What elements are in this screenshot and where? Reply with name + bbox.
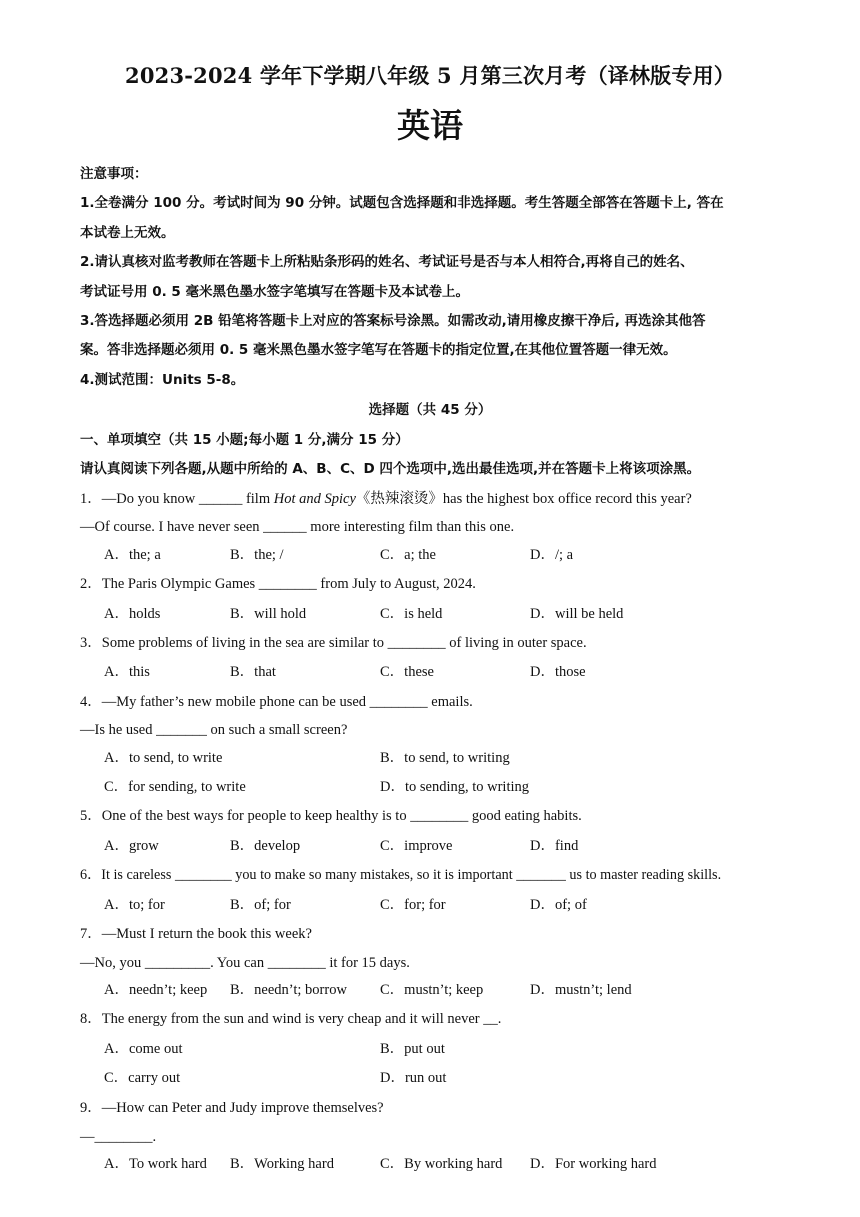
question-7: 7．—Must I return the book this week?: [80, 926, 312, 942]
q4-option-b: B．to send, to writing: [380, 750, 510, 766]
question-9: 9．—How can Peter and Judy improve themselves?: [80, 1100, 384, 1116]
q8-option-c: C．carry out: [104, 1070, 181, 1086]
q7-option-c: C．mustn’t; keep: [380, 982, 484, 998]
q6-option-c: C．for; for: [380, 897, 446, 913]
q3-option-d: D．those: [530, 664, 586, 680]
notes-heading: 注意事项：: [80, 166, 148, 182]
q6-option-b: B．of; for: [230, 897, 291, 913]
question-1-film-title: Hot and Spicy: [273, 491, 356, 507]
q6-option-d: D．of; of: [530, 897, 587, 913]
note-4: 4.测试范围：Units 5-8。: [80, 372, 245, 388]
question-1-reply: —Of course. I have never seen ______ more interesting film than this one.: [80, 519, 515, 535]
note-3b: 案。答非选择题必须用 0. 5 毫米黑色墨水签字笔写在答题卡的指定位置,在其他位置答题一律无效。: [80, 342, 677, 358]
q3-option-a: A．this: [104, 664, 150, 680]
question-4-reply: —Is he used _______ on such a small screen?: [80, 722, 348, 738]
question-7-reply: —No, you _________. You can ________ it for 15 days.: [80, 955, 410, 971]
question-2: 2．The Paris Olympic Games ________ from July to August, 2024.: [80, 576, 476, 592]
q5-option-a: A．grow: [104, 838, 159, 854]
note-1a: 1.全卷满分 100 分。考试时间为 90 分钟。试题包含选择题和非选择题。考生答题全部答在答题卡上, 答在: [80, 195, 724, 211]
q5-option-d: D．find: [530, 838, 579, 854]
q8-option-d: D．run out: [380, 1070, 447, 1086]
q6-option-a: A．to; for: [104, 897, 165, 913]
question-1: [80, 489, 692, 509]
section-title: 选择题（共 45 分）: [368, 402, 492, 418]
q1-option-b: B．the; /: [230, 547, 284, 563]
q4-option-c: C．for sending, to write: [104, 779, 246, 795]
q1-option-a: A．the; a: [104, 547, 161, 563]
q2-option-b: B．will hold: [230, 606, 307, 622]
q2-option-d: D．will be held: [530, 606, 624, 622]
note-2a: 2.请认真核对监考教师在答题卡上所粘贴条形码的姓名、考试证号是否与本人相符合,再将自己的姓名、: [80, 254, 694, 270]
part-1-heading: 一、单项填空（共 15 小题;每小题 1 分,满分 15 分）: [80, 432, 409, 448]
question-8: 8．The energy from the sun and wind is very cheap and it will never __.: [80, 1011, 502, 1027]
q4-option-d: D．to sending, to writing: [380, 779, 530, 795]
note-1b: 本试卷上无效。: [80, 225, 175, 241]
q1-option-c: C．a; the: [380, 547, 436, 563]
question-3: 3．Some problems of living in the sea are similar to ________ of living in outer space.: [80, 635, 587, 651]
q9-option-c: C．By working hard: [380, 1156, 503, 1172]
question-5: 5．One of the best ways for people to keep healthy is to ________ good eating habits.: [80, 808, 582, 824]
q4-option-a: A．to send, to write: [104, 750, 223, 766]
note-3a: 3.答选择题必须用 2B 铅笔将答题卡上对应的答案标号涂黑。如需改动,请用橡皮擦干净后, 再选涂其他答: [80, 313, 706, 329]
subject-title: 英语: [397, 106, 463, 145]
q9-option-b: B．Working hard: [230, 1156, 334, 1172]
question-1-text-a: 1．—Do you know ______ film: [80, 491, 274, 507]
q1-option-d: D．/; a: [530, 547, 574, 563]
q2-option-a: A．holds: [104, 606, 161, 622]
q7-option-d: D．mustn’t; lend: [530, 982, 632, 998]
q5-option-c: C．improve: [380, 838, 453, 854]
q2-option-c: C．is held: [380, 606, 443, 622]
part-1-instruction: 请认真阅读下列各题,从题中所给的 A、B、C、D 四个选项中,选出最佳选项,并在答题卡上将该项涂黑。: [80, 461, 701, 477]
q9-option-d: D．For working hard: [530, 1156, 657, 1172]
q5-option-b: B．develop: [230, 838, 301, 854]
q3-option-c: C．these: [380, 664, 434, 680]
exam-title: 2023-2024 学年下学期八年级 5 月第三次月考（译林版专用）: [125, 63, 735, 88]
q3-option-b: B．that: [230, 664, 276, 680]
q8-option-b: B．put out: [380, 1041, 445, 1057]
q7-option-b: B．needn’t; borrow: [230, 982, 347, 998]
question-4: 4．—My father’s new mobile phone can be used ________ emails.: [80, 694, 473, 710]
note-2b: 考试证号用 0. 5 毫米黑色墨水签字笔填写在答题卡及本试卷上。: [80, 284, 470, 300]
question-6: 6．It is careless ________ you to make so many mistakes, so it is important _______ us to master reading skills.: [80, 867, 722, 883]
q9-option-a: A．To work hard: [104, 1156, 207, 1172]
q8-option-a: A．come out: [104, 1041, 183, 1057]
question-9-reply: —________.: [80, 1129, 157, 1145]
q7-option-a: A．needn’t; keep: [104, 982, 208, 998]
question-1-text-b: 《热辣滚烫》has the highest box office record this year?: [355, 491, 692, 507]
